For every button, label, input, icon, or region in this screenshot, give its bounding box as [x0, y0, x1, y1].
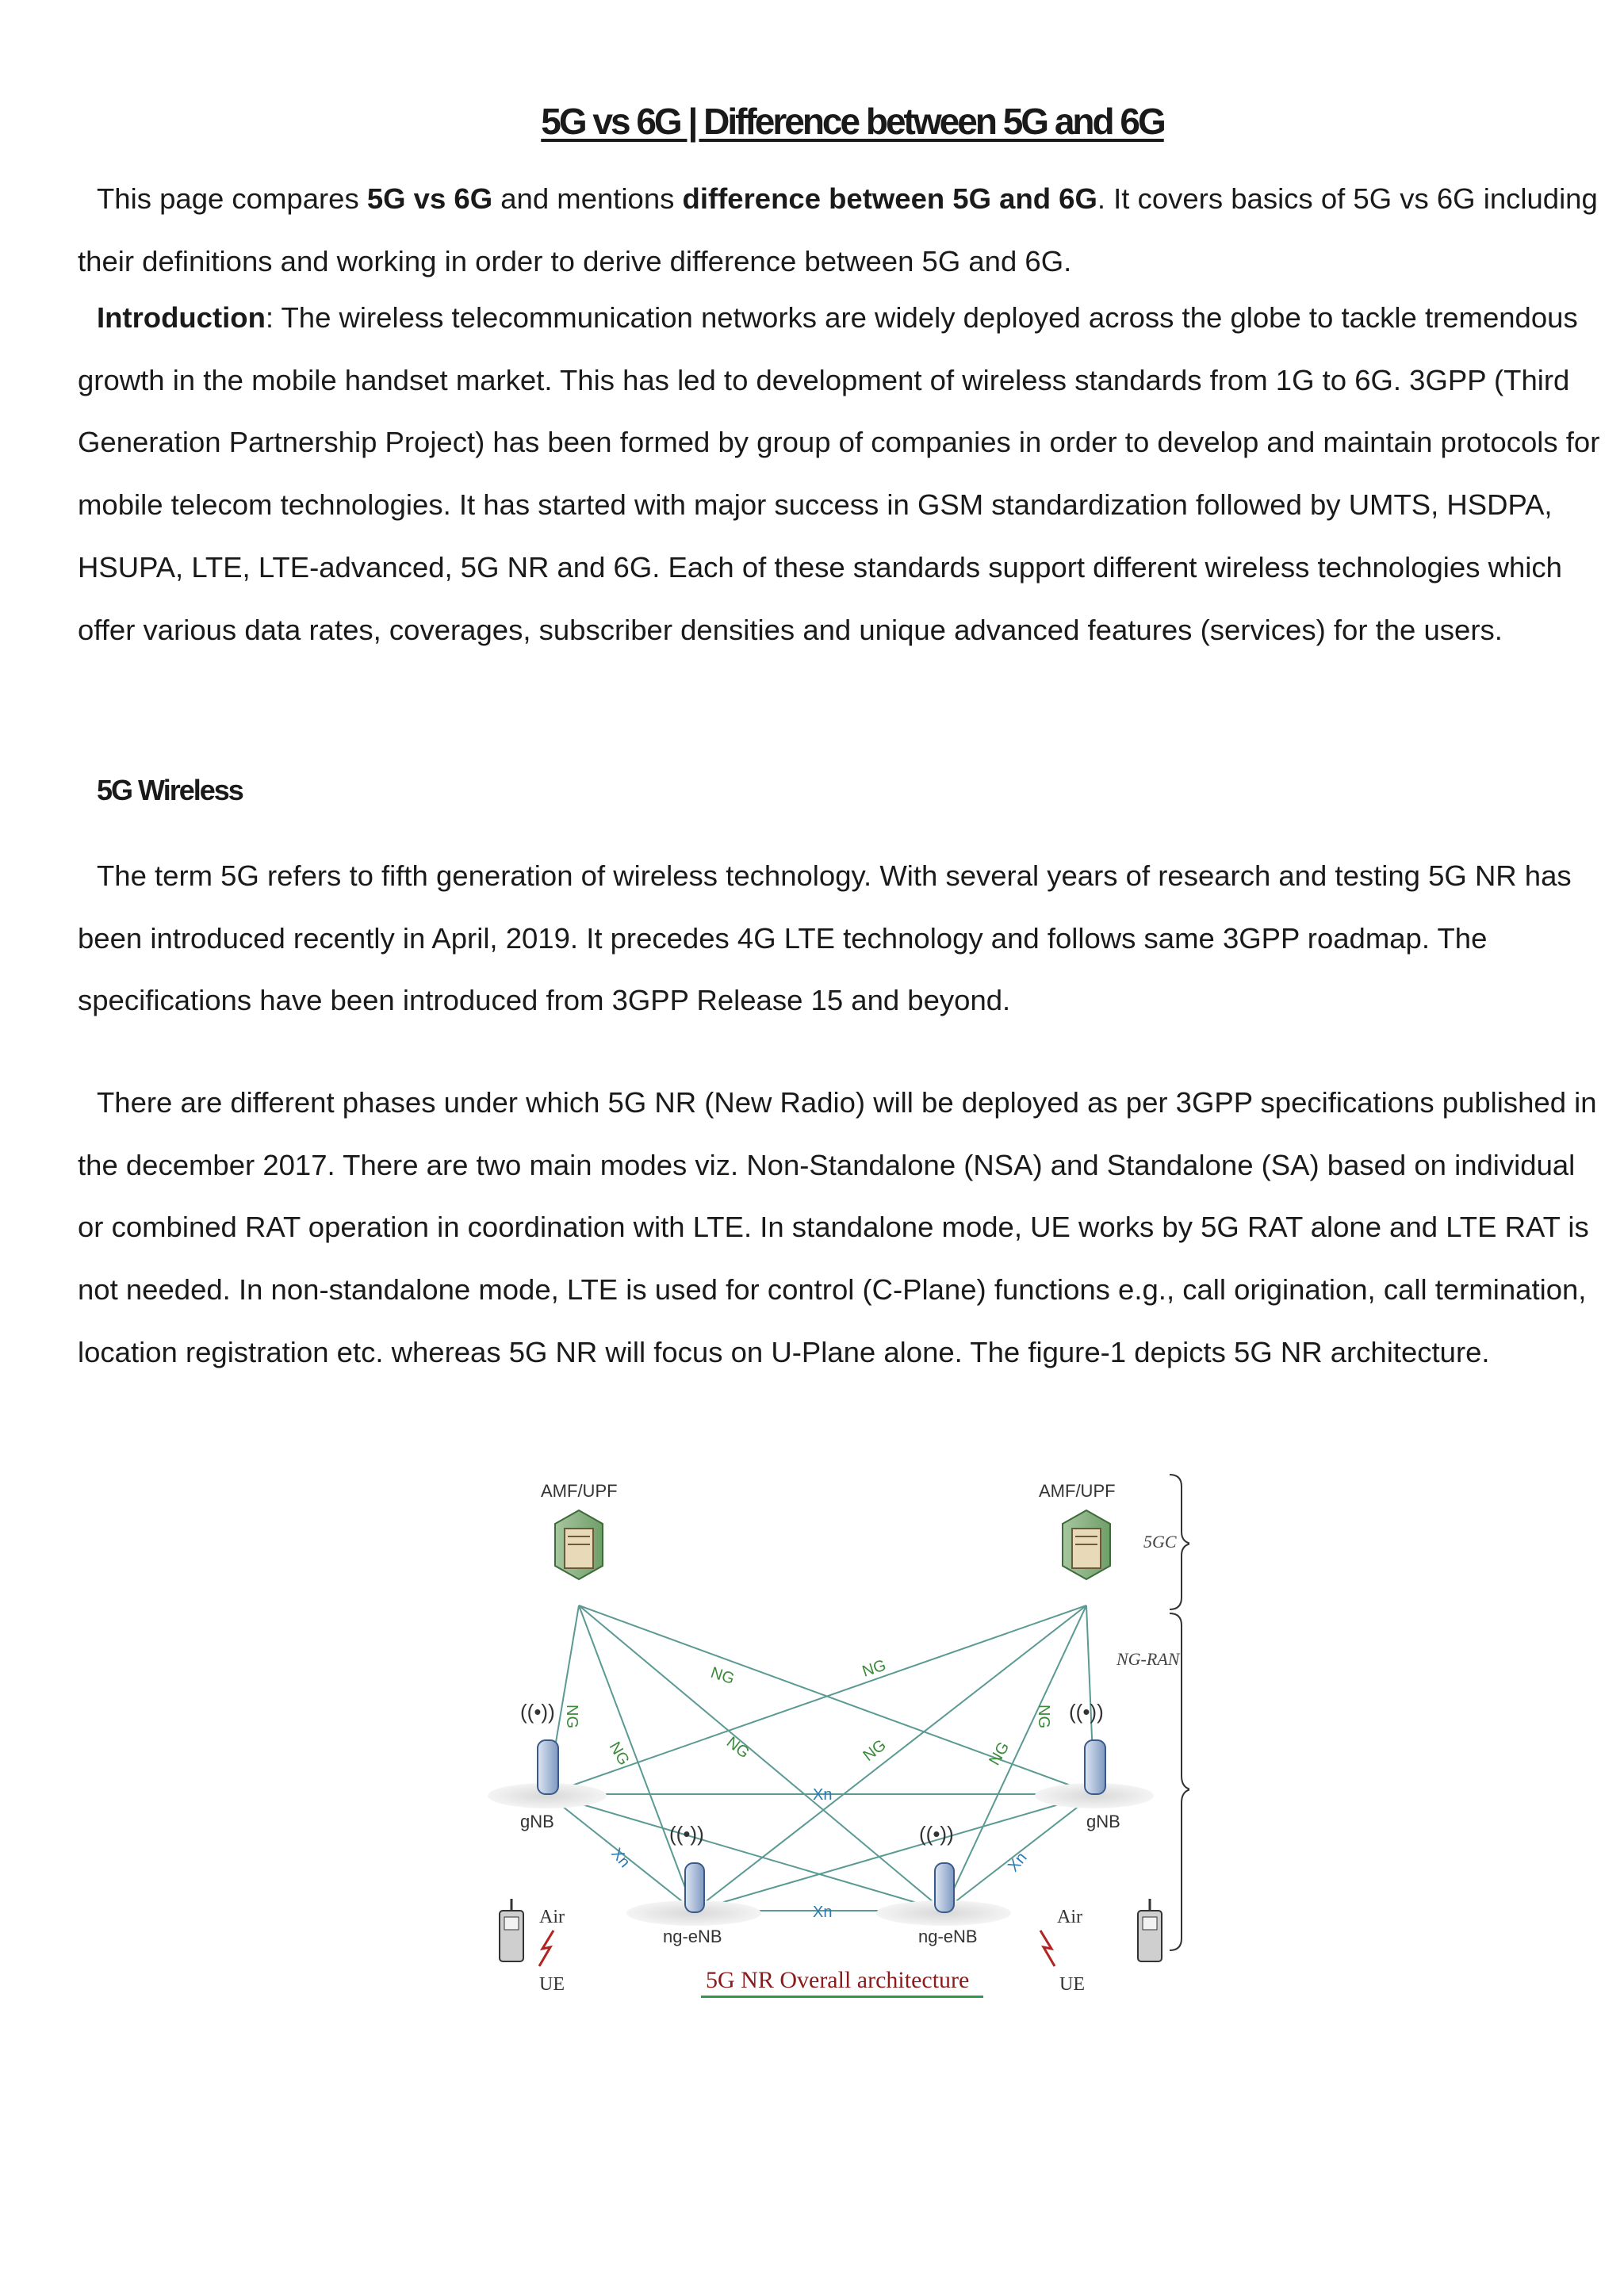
radio-link-icon: [1040, 1931, 1055, 1966]
xn-label: Xn: [607, 1845, 634, 1871]
ng-label: NG: [605, 1739, 633, 1769]
ng-enb-label-left: ng-eNB: [663, 1927, 722, 1946]
figure-caption: 5G NR Overall architecture: [706, 1967, 970, 1993]
server-icon: [555, 1510, 603, 1579]
page-title: 5G vs 6G | Difference between 5G and 6G: [541, 101, 1164, 142]
ng-link-left-to-right-gnb: [579, 1605, 1094, 1794]
introduction-text: : The wireless telecommunication networks are widely deployed across the globe to tackle tremendous growth in the mobile handset market. This has led to development of wireless standards from 1G to 6G. 3GPP (Third Generation Partnership Project) has been formed by group of companies in order to develop and maintain protocols for mobile telecom technologies. It has started with major success in GSM standardization followed by UMTS, HSDPA, HSUPA, LTE, LTE-advanced, 5G NR and 6G. Each of these standards support different wireless technologies which offer various data rates, coverages, subscriber densities and unique advanced features (services) for the users.: [78, 301, 1600, 646]
radio-link-icon: [539, 1931, 553, 1966]
xn-link-cross-2: [694, 1794, 1094, 1911]
amf-upf-label-left: AMF/UPF: [541, 1481, 618, 1501]
phone-icon: [500, 1899, 523, 1961]
section-heading-5g-wireless: 5G Wireless: [97, 774, 243, 806]
svg-text:((•)): ((•)): [919, 1822, 954, 1846]
xn-label: Xn: [813, 1904, 833, 1921]
intro-text-a: This page compares: [97, 182, 367, 215]
ng-link-right-to-left-gnb: [547, 1605, 1086, 1794]
ng-label: NG: [860, 1736, 890, 1765]
ng-enb-antenna-icon: [919, 1822, 954, 1912]
5g-paragraph-1: The term 5G refers to fifth generation of wireless technology. With several years of research and testing 5G NR has been introduced recently in April, 2019. It precedes 4G LTE technology and follows same 3GPP roadmap. The specifications have been introduced from 3GPP Release 15 and beyond.: [78, 859, 1572, 1017]
ng-label: NG: [986, 1739, 1013, 1769]
svg-text:((•)): ((•)): [669, 1822, 704, 1846]
5gc-label: 5GC: [1143, 1532, 1177, 1552]
ng-label: NG: [1035, 1705, 1052, 1728]
ue-label-right: UE: [1059, 1974, 1085, 1995]
svg-text:((•)): ((•)): [1069, 1700, 1104, 1724]
intro-bold-a: 5G vs 6G: [366, 182, 493, 215]
phone-icon: [1138, 1899, 1162, 1961]
gnb-antenna-icon: [1069, 1700, 1105, 1794]
introduction-paragraph: [78, 287, 1608, 661]
ng-enb-antenna-icon: [669, 1822, 704, 1912]
ng-label: NG: [860, 1656, 889, 1681]
ng-enb-label-right: ng-eNB: [918, 1927, 978, 1946]
architecture-diagram: [476, 1467, 1189, 1998]
intro-text-c: . It covers basics of 5G vs 6G including their definitions and working in order to derive difference between 5G and 6G.: [78, 182, 1598, 277]
ue-label-left: UE: [539, 1974, 565, 1995]
xn-link-cross-1: [547, 1794, 944, 1911]
5g-paragraph-2: There are different phases under which 5G NR (New Radio) will be deployed as per 3GPP specifications published in the december 2017. There are two main modes viz. Non-Standalone (NSA) and Standalone (SA) based on individual or combined RAT operation in coordination with LTE. In standalone mode, UE works by 5G RAT alone and LTE RAT is not needed. In non-standalone mode, LTE is used for control (C-Plane) functions e.g., call origination, call termination, location registration etc. whereas 5G NR will focus on U-Plane alone. The figure-1 depicts 5G NR architecture.: [78, 1086, 1597, 1368]
svg-text:((•)): ((•)): [520, 1700, 555, 1724]
gnb-label-right: gNB: [1086, 1812, 1120, 1831]
ng-label: NG: [563, 1705, 580, 1728]
intro-paragraph: [78, 168, 1608, 293]
5g-nr-architecture-figure: [476, 1467, 1189, 1998]
ng-label: NG: [722, 1733, 753, 1762]
introduction-label: Introduction: [97, 301, 266, 334]
air-label-left: Air: [539, 1907, 565, 1927]
intro-text-b: and mentions: [492, 182, 683, 215]
xn-label: Xn: [813, 1786, 833, 1804]
ng-ran-label: NG-RAN: [1116, 1649, 1180, 1669]
gnb-label-left: gNB: [520, 1812, 554, 1831]
server-icon: [1063, 1510, 1110, 1579]
amf-upf-label-right: AMF/UPF: [1039, 1481, 1116, 1501]
intro-bold-b: difference between 5G and 6G: [682, 182, 1097, 215]
air-label-right: Air: [1057, 1907, 1082, 1927]
ng-label: NG: [708, 1663, 737, 1689]
gnb-antenna-icon: [520, 1700, 558, 1794]
xn-label: Xn: [1004, 1849, 1031, 1876]
